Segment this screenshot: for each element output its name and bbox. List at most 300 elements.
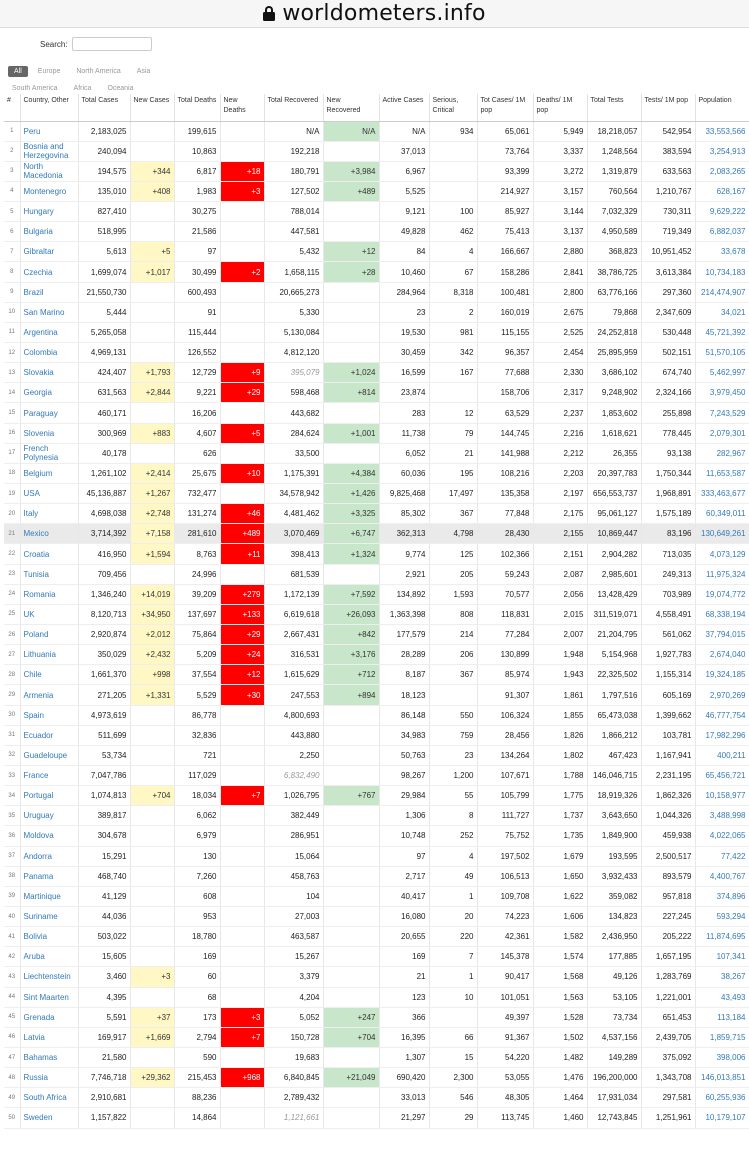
cell-total-recovered: 458,763 [264,866,323,886]
cell-cases-per-million: 73,764 [477,141,533,161]
table-row [4,685,749,705]
filter-asia[interactable]: Asia [136,67,151,75]
cell-country[interactable]: Armenia [20,685,78,705]
cell-new-deaths [220,302,264,322]
cell-rank: 13 [4,363,20,383]
cell-serious-critical [429,383,477,403]
address-bar[interactable] [0,0,749,28]
cell-deaths-per-million: 2,841 [533,262,587,282]
header-population[interactable]: Population [695,94,749,121]
cell-rank: 23 [4,564,20,584]
cell-deaths-per-million: 3,337 [533,141,587,161]
cell-total-cases: 416,950 [78,544,130,564]
cell-cases-per-million: 118,831 [477,604,533,624]
cell-new-deaths [220,443,264,463]
cell-population[interactable]: 10,158,977 [695,786,749,806]
cell-cases-per-million: 85,927 [477,202,533,222]
cell-country[interactable]: Bulgaria [20,222,78,242]
table-row [4,886,749,906]
cell-population[interactable]: 60,349,011 [695,504,749,524]
cell-deaths-per-million: 1,735 [533,826,587,846]
table-header [4,94,749,121]
table-row [4,927,749,947]
cell-population[interactable]: 282,967 [695,443,749,463]
cell-new-recovered: +767 [323,786,379,806]
search-row [40,37,152,51]
cell-new-cases [130,947,174,967]
cell-country[interactable]: Mexico [20,524,78,544]
cell-country[interactable]: Latvia [20,1027,78,1047]
header-total-cases[interactable]: Total Cases [78,94,130,121]
cell-population[interactable]: 51,570,105 [695,343,749,363]
cell-population[interactable]: 43,493 [695,987,749,1007]
cell-new-cases [130,222,174,242]
cell-population[interactable]: 628,167 [695,181,749,201]
cell-total-cases: 53,734 [78,745,130,765]
cell-country[interactable]: Montenegro [20,181,78,201]
header-serious-critical[interactable]: Serious, Critical [429,94,477,121]
cell-population[interactable]: 2,674,040 [695,645,749,665]
cell-serious-critical: 367 [429,665,477,685]
cell-serious-critical: 214 [429,625,477,645]
cell-deaths-per-million: 1,788 [533,766,587,786]
cell-new-recovered: +814 [323,383,379,403]
cell-total-recovered: 316,531 [264,645,323,665]
cell-cases-per-million: 77,848 [477,504,533,524]
cell-active-cases: 60,036 [379,463,429,483]
cell-new-cases [130,141,174,161]
cell-total-recovered: 192,218 [264,141,323,161]
cell-total-tests: 49,126 [587,967,641,987]
cell-deaths-per-million: 1,802 [533,745,587,765]
filter-oceania[interactable]: Oceania [107,84,134,92]
cell-new-deaths: +30 [220,685,264,705]
cell-new-deaths [220,141,264,161]
cell-active-cases: 1,363,398 [379,604,429,624]
cell-active-cases: 366 [379,1007,429,1027]
filter-north-america[interactable]: North America [76,67,121,75]
cell-total-tests: 38,786,725 [587,262,641,282]
cell-total-recovered: 20,665,273 [264,282,323,302]
table-row [4,222,749,242]
cell-cases-per-million: 28,430 [477,524,533,544]
cell-population[interactable]: 4,073,129 [695,544,749,564]
header-country[interactable]: Country, Other [20,94,78,121]
cell-new-deaths: +3 [220,181,264,201]
cell-rank: 30 [4,705,20,725]
cell-country[interactable]: Portugal [20,786,78,806]
cell-population[interactable]: 107,341 [695,947,749,967]
cell-population[interactable]: 19,074,772 [695,584,749,604]
cell-new-cases: +998 [130,665,174,685]
cell-new-recovered: +247 [323,1007,379,1027]
header-new-recovered[interactable]: New Recovered [323,94,379,121]
cell-rank: 38 [4,866,20,886]
cell-country[interactable]: Paraguay [20,403,78,423]
cell-deaths-per-million: 2,015 [533,604,587,624]
header-tests-per-million[interactable]: Tests/ 1M pop [641,94,695,121]
cell-deaths-per-million: 1,476 [533,1068,587,1088]
cell-active-cases: 28,289 [379,645,429,665]
cell-tests-per-million: 375,092 [641,1047,695,1067]
cell-country[interactable]: Martinique [20,886,78,906]
cell-country[interactable]: Ecuador [20,725,78,745]
cell-population[interactable]: 10,179,107 [695,1108,749,1128]
cell-total-deaths: 39,209 [174,584,220,604]
cell-population[interactable]: 374,896 [695,886,749,906]
cell-country[interactable]: Andorra [20,846,78,866]
cell-country[interactable]: Colombia [20,343,78,363]
cell-total-deaths: 115,444 [174,322,220,342]
cell-population[interactable]: 6,882,037 [695,222,749,242]
cell-tests-per-million: 1,927,783 [641,645,695,665]
cell-cases-per-million: 109,708 [477,886,533,906]
cell-population[interactable]: 38,267 [695,967,749,987]
cell-total-tests: 1,853,602 [587,403,641,423]
cell-total-deaths: 626 [174,443,220,463]
url-text: worldometers.info [282,1,486,26]
cell-new-cases: +1,594 [130,544,174,564]
cell-country[interactable]: Tunisia [20,564,78,584]
cell-total-cases: 518,995 [78,222,130,242]
cell-country[interactable]: Grenada [20,1007,78,1027]
cell-rank: 28 [4,665,20,685]
cell-population[interactable]: 9,629,222 [695,202,749,222]
cell-active-cases: 21 [379,967,429,987]
cell-new-cases: +2,414 [130,463,174,483]
cell-cases-per-million: 54,220 [477,1047,533,1067]
cell-active-cases: 23,874 [379,383,429,403]
cell-total-tests: 10,869,447 [587,524,641,544]
filter-south-america[interactable]: South America [12,84,58,92]
cell-new-recovered: +704 [323,1027,379,1047]
table-row [4,625,749,645]
cell-population[interactable]: 19,324,185 [695,665,749,685]
cell-total-deaths: 130 [174,846,220,866]
cell-total-tests: 134,823 [587,906,641,926]
cell-total-recovered: 3,070,469 [264,524,323,544]
cell-population[interactable]: 3,254,913 [695,141,749,161]
cell-total-deaths: 721 [174,745,220,765]
cell-population[interactable]: 5,462,997 [695,363,749,383]
header-total-recovered[interactable]: Total Recovered [264,94,323,121]
cell-country[interactable]: Bahamas [20,1047,78,1067]
cell-country[interactable]: Czechia [20,262,78,282]
cell-total-cases: 21,550,730 [78,282,130,302]
cell-country[interactable]: France [20,766,78,786]
cell-total-recovered: 247,553 [264,685,323,705]
cell-country[interactable]: Slovakia [20,363,78,383]
cell-country[interactable]: Panama [20,866,78,886]
cell-population[interactable]: 34,021 [695,302,749,322]
table-row [4,202,749,222]
cell-total-recovered: 284,624 [264,423,323,443]
cell-serious-critical: 550 [429,705,477,725]
table-row [4,826,749,846]
cell-country[interactable]: Belgium [20,463,78,483]
cell-tests-per-million: 205,222 [641,927,695,947]
cell-serious-critical: 4 [429,846,477,866]
cell-serious-critical: 205 [429,564,477,584]
cell-population[interactable]: 3,979,450 [695,383,749,403]
cell-rank: 50 [4,1108,20,1128]
cell-new-deaths: +968 [220,1068,264,1088]
cell-new-recovered [323,826,379,846]
cell-rank: 20 [4,504,20,524]
cell-population[interactable]: 3,488,998 [695,806,749,826]
region-filters [8,64,308,98]
table-row [4,423,749,443]
cell-total-deaths: 30,499 [174,262,220,282]
cell-country[interactable]: Argentina [20,322,78,342]
cell-total-deaths: 117,029 [174,766,220,786]
cell-new-cases: +2,012 [130,625,174,645]
cell-total-recovered: 15,267 [264,947,323,967]
cell-population[interactable]: 333,463,677 [695,484,749,504]
cell-new-recovered [323,766,379,786]
cell-total-tests: 1,866,212 [587,725,641,745]
search-input[interactable] [72,37,152,51]
header-total-deaths[interactable]: Total Deaths [174,94,220,121]
cell-country[interactable]: Slovenia [20,423,78,443]
cell-serious-critical: 100 [429,202,477,222]
cell-population[interactable]: 113,184 [695,1007,749,1027]
cell-population[interactable]: 593,294 [695,906,749,926]
cell-new-cases [130,282,174,302]
cell-population[interactable]: 4,022,065 [695,826,749,846]
cell-total-cases: 5,613 [78,242,130,262]
cell-population[interactable]: 37,794,015 [695,625,749,645]
cell-population[interactable]: 146,013,851 [695,1068,749,1088]
cell-country[interactable]: Guadeloupe [20,745,78,765]
cell-country[interactable]: Bolivia [20,927,78,947]
header-new-cases[interactable]: New Cases [130,94,174,121]
cell-country[interactable]: Brazil [20,282,78,302]
cell-country[interactable]: Moldova [20,826,78,846]
cell-total-tests: 65,473,038 [587,705,641,725]
cell-population[interactable]: 45,721,392 [695,322,749,342]
cell-serious-critical: 808 [429,604,477,624]
cell-new-recovered: +1,426 [323,484,379,504]
header-total-tests[interactable]: Total Tests [587,94,641,121]
table-row [4,725,749,745]
cell-total-cases: 1,699,074 [78,262,130,282]
cell-country[interactable]: San Marino [20,302,78,322]
cell-new-deaths [220,484,264,504]
table-row [4,161,749,181]
cell-population[interactable]: 4,400,767 [695,866,749,886]
cell-cases-per-million: 107,671 [477,766,533,786]
cell-total-tests: 17,931,034 [587,1088,641,1108]
cell-country[interactable]: Bosnia and Herzegovina [20,141,78,161]
header-new-deaths[interactable]: New Deaths [220,94,264,121]
cell-new-recovered: +489 [323,181,379,201]
cell-country[interactable]: Sint Maarten [20,987,78,1007]
cell-rank: 29 [4,685,20,705]
cell-total-recovered: 4,812,120 [264,343,323,363]
table-row [4,766,749,786]
cell-serious-critical: 206 [429,645,477,665]
cell-tests-per-million: 383,594 [641,141,695,161]
cell-population[interactable]: 33,553,566 [695,121,749,141]
cell-country[interactable]: Lithuania [20,645,78,665]
cell-tests-per-million: 633,563 [641,161,695,181]
cell-active-cases: 18,123 [379,685,429,705]
cell-country[interactable]: Suriname [20,906,78,926]
cell-new-cases: +2,748 [130,504,174,524]
cell-population[interactable]: 398,006 [695,1047,749,1067]
cell-cases-per-million: 101,051 [477,987,533,1007]
cell-total-deaths: 173 [174,1007,220,1027]
cell-deaths-per-million: 2,151 [533,544,587,564]
cell-active-cases: 50,763 [379,745,429,765]
cell-active-cases: 9,825,468 [379,484,429,504]
cell-total-tests: 18,218,057 [587,121,641,141]
cell-country[interactable]: Sweden [20,1108,78,1128]
cell-total-tests: 3,643,650 [587,806,641,826]
cell-new-deaths [220,967,264,987]
cell-country[interactable]: South Africa [20,1088,78,1108]
cell-deaths-per-million: 2,197 [533,484,587,504]
cell-total-deaths: 18,780 [174,927,220,947]
cell-deaths-per-million: 3,157 [533,181,587,201]
cell-cases-per-million: 111,727 [477,806,533,826]
cell-country[interactable]: Liechtenstein [20,967,78,987]
cell-country[interactable]: Hungary [20,202,78,222]
cell-population[interactable]: 46,777,754 [695,705,749,725]
cell-tests-per-million: 703,989 [641,584,695,604]
cell-new-recovered [323,806,379,826]
cell-new-recovered [323,927,379,947]
cell-country[interactable]: Russia [20,1068,78,1088]
cell-new-recovered [323,1108,379,1128]
filter-europe[interactable]: Europe [37,67,61,75]
cell-population[interactable]: 130,649,261 [695,524,749,544]
table-row [4,242,749,262]
cell-new-deaths: +29 [220,383,264,403]
cell-serious-critical: 252 [429,826,477,846]
cell-tests-per-million: 2,439,705 [641,1027,695,1047]
cell-rank: 17 [4,443,20,463]
cell-country[interactable]: UK [20,604,78,624]
filter-africa[interactable]: Africa [73,84,92,92]
cell-rank: 27 [4,645,20,665]
cell-new-recovered [323,403,379,423]
cell-population[interactable]: 400,211 [695,745,749,765]
cell-total-deaths: 732,477 [174,484,220,504]
cell-total-cases: 709,456 [78,564,130,584]
cell-population[interactable]: 214,474,907 [695,282,749,302]
cell-new-recovered: N/A [323,121,379,141]
cell-rank: 35 [4,806,20,826]
cell-new-deaths: +7 [220,786,264,806]
cell-deaths-per-million: 1,528 [533,1007,587,1027]
cell-population[interactable]: 11,874,695 [695,927,749,947]
cell-country[interactable]: Romania [20,584,78,604]
cell-rank: 10 [4,302,20,322]
cell-population[interactable]: 11,975,324 [695,564,749,584]
cell-population[interactable]: 65,456,721 [695,766,749,786]
cell-deaths-per-million: 1,855 [533,705,587,725]
cell-population[interactable]: 10,734,183 [695,262,749,282]
cell-country[interactable]: Aruba [20,947,78,967]
cell-cases-per-million: 166,667 [477,242,533,262]
cell-country[interactable]: Georgia [20,383,78,403]
header-deaths-per-million[interactable]: Deaths/ 1M pop [533,94,587,121]
cell-population[interactable]: 33,678 [695,242,749,262]
cell-population[interactable]: 60,255,936 [695,1088,749,1108]
cell-cases-per-million: 28,456 [477,725,533,745]
cell-new-deaths [220,806,264,826]
cell-country[interactable]: USA [20,484,78,504]
cell-population[interactable]: 2,970,269 [695,685,749,705]
cell-population[interactable]: 77,422 [695,846,749,866]
cell-country[interactable]: Uruguay [20,806,78,826]
cell-country[interactable]: Poland [20,625,78,645]
cell-active-cases: 84 [379,242,429,262]
cell-deaths-per-million: 5,949 [533,121,587,141]
header-cases-per-million[interactable]: Tot Cases/ 1M pop [477,94,533,121]
cell-total-cases: 15,605 [78,947,130,967]
cell-country[interactable]: Croatia [20,544,78,564]
cell-population[interactable]: 2,079,301 [695,423,749,443]
cell-country[interactable]: French Polynesia [20,443,78,463]
cell-serious-critical [429,181,477,201]
cell-country[interactable]: Italy [20,504,78,524]
header-rank[interactable]: # [4,94,20,121]
cell-country[interactable]: Peru [20,121,78,141]
cell-country[interactable]: Gibraltar [20,242,78,262]
cell-deaths-per-million: 2,087 [533,564,587,584]
filter-all[interactable]: All [8,66,28,77]
cell-active-cases: 2,717 [379,866,429,886]
header-active-cases[interactable]: Active Cases [379,94,429,121]
table-row [4,363,749,383]
cell-total-deaths: 7,260 [174,866,220,886]
cell-population[interactable]: 68,338,194 [695,604,749,624]
cell-active-cases: 86,148 [379,705,429,725]
cell-rank: 44 [4,987,20,1007]
cell-deaths-per-million: 2,056 [533,584,587,604]
cell-country[interactable]: Chile [20,665,78,685]
cell-rank: 9 [4,282,20,302]
cell-country[interactable]: North Macedonia [20,161,78,181]
cell-new-deaths: +46 [220,504,264,524]
cell-tests-per-million: 561,062 [641,625,695,645]
cell-population[interactable]: 7,243,529 [695,403,749,423]
cell-new-recovered: +3,325 [323,504,379,524]
table-row [4,1068,749,1088]
cell-tests-per-million: 2,347,609 [641,302,695,322]
cell-total-recovered: 2,667,431 [264,625,323,645]
cell-country[interactable]: Spain [20,705,78,725]
cell-cases-per-million: 90,417 [477,967,533,987]
cell-rank: 24 [4,584,20,604]
cell-total-cases: 4,973,619 [78,705,130,725]
cell-population[interactable]: 1,859,715 [695,1027,749,1047]
cell-total-deaths: 137,697 [174,604,220,624]
cell-population[interactable]: 2,083,265 [695,161,749,181]
cell-cases-per-million: 42,361 [477,927,533,947]
cell-total-tests: 12,743,845 [587,1108,641,1128]
cell-cases-per-million: 53,055 [477,1068,533,1088]
cell-population[interactable]: 17,982,296 [695,725,749,745]
table-row [4,181,749,201]
cell-population[interactable]: 11,653,587 [695,463,749,483]
cell-total-recovered: 104 [264,886,323,906]
cell-total-tests: 22,325,502 [587,665,641,685]
cell-new-recovered: +21,049 [323,1068,379,1088]
